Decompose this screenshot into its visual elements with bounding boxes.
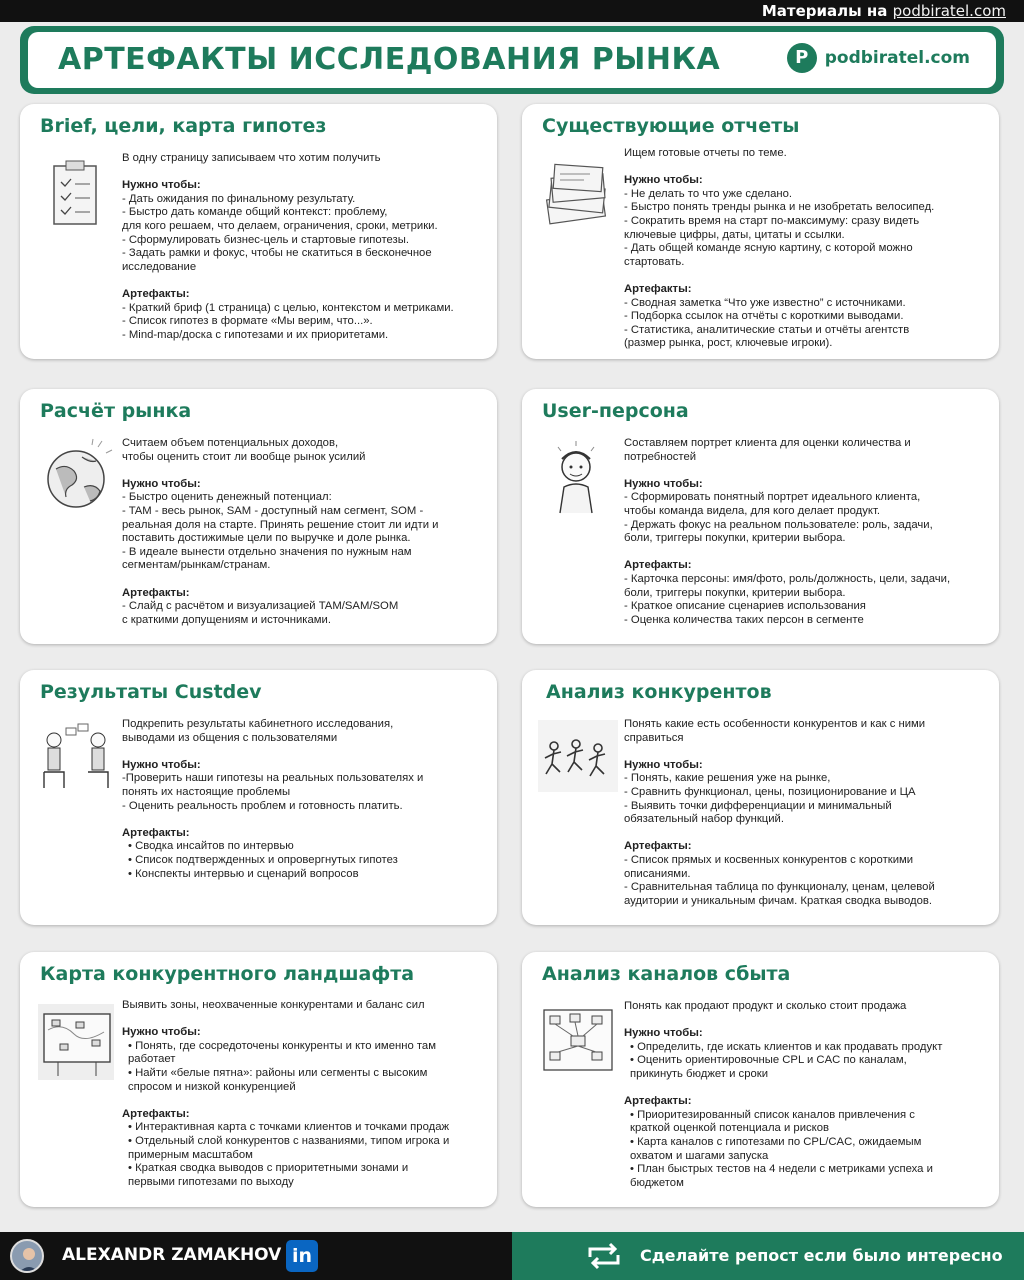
artifacts-label: Артефакты: <box>624 1095 692 1108</box>
intro-line: Понять как продают продукт и сколько стоит продажа <box>624 1000 907 1012</box>
artifact-line: • Сводка инсайтов по интервью <box>128 840 294 853</box>
artifact-line: боли, триггеры покупки, критерии выбора. <box>624 586 846 599</box>
artifact-line: • Отдельный слой конкурентов с названиями, типом игрока и <box>128 1134 450 1147</box>
artifact-line: описаниями. <box>624 867 691 880</box>
artifacts-label: Артефакты: <box>624 282 692 295</box>
need-line: - Сформулировать бизнес-цель и стартовые гипотезы. <box>122 233 409 246</box>
artifact-line: аудитории и уникальным фичам. Краткая сводка выводов. <box>624 894 932 907</box>
card-need <box>122 179 483 274</box>
map-board-icon <box>36 1000 116 1080</box>
card-intro <box>122 999 483 1013</box>
need-line: -Проверить наши гипотезы на реальных пользователях и <box>122 772 424 785</box>
artifact-line: - Краткое описание сценариев использования <box>624 600 866 613</box>
need-line: - Быстро понять тренды рынка и не изобретать велосипед. <box>624 201 935 214</box>
need-line: поставить достижимые цели по выручке и доле рынка. <box>122 532 411 545</box>
need-line: - В идеале вынести отдельно значения по нужным нам <box>122 545 412 558</box>
need-line: - Выявить точки дифференциации и минимальный <box>624 799 892 812</box>
card-artifacts <box>122 288 483 342</box>
card-title: Результаты Custdev <box>40 681 262 703</box>
intro-line: выводами из общения с пользователями <box>122 731 338 744</box>
card-need <box>624 1027 985 1081</box>
card-title: Существующие отчеты <box>542 115 800 137</box>
need-line: • Понять, где сосредоточены конкуренты и кто именно там <box>128 1039 436 1052</box>
card-title: User-персона <box>542 400 689 422</box>
artifacts-label: Артефакты: <box>122 1107 190 1120</box>
need-label: Нужно чтобы: <box>122 1026 201 1039</box>
card-body <box>122 152 483 356</box>
header-banner <box>20 26 1004 94</box>
intro-line: Составляем портрет клиента для оценки количества и <box>624 437 911 449</box>
card-landscape <box>20 952 497 1207</box>
header-inner <box>28 32 996 88</box>
card-body <box>624 718 985 922</box>
need-line: боли, триггеры покупки, критерии выбора. <box>624 532 846 545</box>
artifact-line: первыми гипотезами по выходу <box>128 1175 294 1188</box>
card-intro <box>624 437 985 464</box>
card-intro <box>122 437 483 464</box>
need-line: - Быстро дать команде общий контекст: проблему, <box>122 206 388 219</box>
card-need <box>624 759 985 827</box>
artifact-line: краткой оценкой потенциала и рисков <box>630 1122 830 1135</box>
artifact-line: - Подборка ссылок на отчёты с короткими выводами. <box>624 310 904 323</box>
page-title: АРТЕФАКТЫ ИССЛЕДОВАНИЯ РЫНКА <box>58 42 721 77</box>
artifacts-label: Артефакты: <box>624 840 692 853</box>
artifact-line: - Слайд с расчётом и визуализацией TAM/SAM/SOM <box>122 600 399 613</box>
artifact-line: примерным масштабом <box>128 1148 253 1161</box>
artifact-line: бюджетом <box>630 1176 684 1189</box>
need-line: спросом и низкой конкуренцией <box>128 1080 296 1093</box>
need-line: - Держать фокус на реальном пользователе: роль, задачи, <box>624 518 933 531</box>
artifact-line: • Краткая сводка выводов с приоритетными зонами и <box>128 1162 409 1175</box>
brand-logo-icon: P <box>787 43 817 73</box>
need-label: Нужно чтобы: <box>624 758 703 771</box>
channels-diagram-icon <box>538 1000 618 1080</box>
need-line: - Быстро оценить денежный потенциал: <box>122 491 332 504</box>
repost-cta[interactable]: Сделайте репост если было интересно <box>640 1246 1003 1265</box>
intro-line: Ищем готовые отчеты по теме. <box>624 147 787 159</box>
card-custdev <box>20 670 497 925</box>
artifacts-label: Артефакты: <box>122 826 190 839</box>
need-line: - Дать ожидания по финальному результату. <box>122 192 356 205</box>
top-banner <box>0 0 1024 22</box>
artifact-line: • Интерактивная карта с точками клиентов и точками продаж <box>128 1121 450 1134</box>
card-need <box>624 174 985 269</box>
card-need <box>122 478 483 573</box>
top-banner-link[interactable]: podbiratel.com <box>892 2 1006 20</box>
interview-icon <box>36 718 116 798</box>
card-artifacts <box>624 283 985 351</box>
top-banner-prefix: Материалы на <box>761 2 893 20</box>
artifact-line: - Сравнительная таблица по функционалу, ценам, целевой <box>624 881 935 894</box>
artifact-line: - Краткий бриф (1 страница) с целью, контекстом и метриками. <box>122 301 454 314</box>
intro-line: Считаем объем потенциальных доходов, <box>122 437 339 449</box>
runners-icon <box>538 718 618 798</box>
intro-line: справиться <box>624 731 684 744</box>
need-line: обязательный набор функций. <box>624 813 784 826</box>
need-line: - Оценить реальность проблем и готовность платить. <box>122 799 403 812</box>
intro-line: Понять какие есть особенности конкурентов и как с ними <box>624 718 926 730</box>
need-label: Нужно чтобы: <box>624 174 703 187</box>
artifact-line: - Карточка персоны: имя/фото, роль/должность, цели, задачи, <box>624 572 951 585</box>
intro-line: потребностей <box>624 450 697 463</box>
card-market <box>20 389 497 644</box>
need-line: • Оценить ориентировочные CPL и CAC по каналам, <box>630 1054 907 1067</box>
card-body <box>122 718 483 895</box>
artifact-line: - Статистика, аналитические статьи и отчёты агентств <box>624 323 910 336</box>
card-intro <box>624 147 985 161</box>
artifact-line: • Конспекты интервью и сценарий вопросов <box>128 867 359 880</box>
need-line: сегментам/рынкам/странам. <box>122 559 271 572</box>
footer-author <box>0 1232 512 1280</box>
artifact-line: • Приоритезированный список каналов привлечения с <box>630 1108 915 1121</box>
artifact-line: - Оценка количества таких персон в сегменте <box>624 613 864 626</box>
card-artifacts <box>122 1108 483 1190</box>
need-line: - Дать общей команде ясную картину, с которой можно <box>624 242 913 255</box>
card-title: Brief, цели, карта гипотез <box>40 115 327 137</box>
card-body <box>624 437 985 641</box>
card-need <box>624 478 985 546</box>
need-line: - Сформировать понятный портрет идеального клиента, <box>624 491 921 504</box>
avatar[interactable] <box>10 1239 44 1273</box>
card-title: Анализ каналов сбыта <box>542 963 791 985</box>
card-body <box>624 147 985 365</box>
need-line: исследование <box>122 260 197 273</box>
intro-line: чтобы оценить стоит ли вообще рынок усилий <box>122 450 366 463</box>
repost-icon[interactable] <box>584 1239 624 1273</box>
card-body <box>122 437 483 641</box>
artifacts-label: Артефакты: <box>122 586 190 599</box>
need-line: - Понять, какие решения уже на рынке, <box>624 772 831 785</box>
brand[interactable] <box>787 43 970 73</box>
linkedin-icon[interactable]: in <box>286 1240 318 1272</box>
artifact-line: - Список прямых и косвенных конкурентов с короткими <box>624 853 914 866</box>
need-line: - Задать рамки и фокус, чтобы не скатиться в бесконечное <box>122 247 432 260</box>
person-icon <box>538 437 618 517</box>
need-line: - Не делать то что уже сделано. <box>624 187 793 200</box>
card-artifacts <box>122 587 483 628</box>
card-title: Анализ конкурентов <box>546 681 772 703</box>
need-line: реальная доля на старте. Принять решение стоит ли идти и <box>122 518 439 531</box>
artifact-line: - Сводная заметка “Что уже известно” с источниками. <box>624 296 906 309</box>
artifact-line: - Список гипотез в формате «Мы верим, что...». <box>122 315 373 328</box>
footer-cta <box>512 1232 1024 1280</box>
card-need <box>122 759 483 813</box>
card-artifacts <box>624 1095 985 1190</box>
intro-line: Выявить зоны, неохваченные конкурентами и баланс сил <box>122 999 425 1011</box>
artifacts-label: Артефакты: <box>624 559 692 572</box>
need-line: • Определить, где искать клиентов и как продавать продукт <box>630 1040 943 1053</box>
need-line: - Сократить время на старт по-максимуму: сразу видеть <box>624 214 920 227</box>
artifact-line: охватом и шагами запуска <box>630 1149 769 1162</box>
card-channels <box>522 952 999 1207</box>
need-line: чтобы команда видела, для кого делает продукт. <box>624 504 881 517</box>
card-title: Карта конкурентного ландшафта <box>40 963 415 985</box>
artifact-line: (размер рынка, рост, ключевые игроки). <box>624 337 833 350</box>
card-intro <box>122 152 483 166</box>
artifact-line: - Mind-map/доска с гипотезами и их приоритетами. <box>122 328 389 341</box>
need-line: для кого решаем, что делаем, ограничения, сроки, метрики. <box>122 219 438 232</box>
need-line: - Сравнить функционал, цены, позиционирование и ЦА <box>624 785 916 798</box>
card-artifacts <box>624 840 985 908</box>
need-label: Нужно чтобы: <box>122 179 201 192</box>
clipboard-icon <box>36 152 116 232</box>
need-line: понять их настоящие проблемы <box>122 785 291 798</box>
need-line: стартовать. <box>624 255 685 268</box>
need-label: Нужно чтобы: <box>122 758 201 771</box>
need-line: прикинуть бюджет и сроки <box>630 1067 769 1080</box>
globe-icon <box>36 437 116 517</box>
card-body <box>122 999 483 1203</box>
artifact-line: с краткими допущениям и источниками. <box>122 613 331 626</box>
intro-line: Подкрепить результаты кабинетного исследования, <box>122 718 394 730</box>
card-artifacts <box>624 559 985 627</box>
card-intro <box>624 1000 985 1014</box>
card-need <box>122 1026 483 1094</box>
artifact-line: • План быстрых тестов на 4 недели с метриками успеха и <box>630 1163 933 1176</box>
artifacts-label: Артефакты: <box>122 287 190 300</box>
need-line: ключевые цифры, даты, цитаты и ссылки. <box>624 228 845 241</box>
card-intro <box>624 718 985 745</box>
need-line: • Найти «белые пятна»: районы или сегменты с высоким <box>128 1066 428 1079</box>
card-artifacts <box>122 827 483 881</box>
brand-name: podbiratel.com <box>824 48 970 68</box>
intro-line: В одну страницу записываем что хотим получить <box>122 152 381 164</box>
card-intro <box>122 718 483 745</box>
card-reports <box>522 104 999 359</box>
documents-stack-icon <box>538 152 618 232</box>
need-label: Нужно чтобы: <box>122 477 201 490</box>
need-label: Нужно чтобы: <box>624 1027 703 1040</box>
card-title: Расчёт рынка <box>40 400 192 422</box>
artifact-line: • Список подтвержденных и опровергнутых гипотез <box>128 853 398 866</box>
card-competitors <box>522 670 999 925</box>
card-persona <box>522 389 999 644</box>
card-brief <box>20 104 497 359</box>
artifact-line: • Карта каналов с гипотезами по CPL/CAC, ожидаемым <box>630 1135 922 1148</box>
card-body <box>624 1000 985 1204</box>
author-name: ALEXANDR ZAMAKHOV <box>62 1245 282 1265</box>
need-line: работает <box>128 1053 176 1066</box>
need-line: - TAM - весь рынок, SAM - доступный нам сегмент, SOM - <box>122 504 424 517</box>
need-label: Нужно чтобы: <box>624 477 703 490</box>
